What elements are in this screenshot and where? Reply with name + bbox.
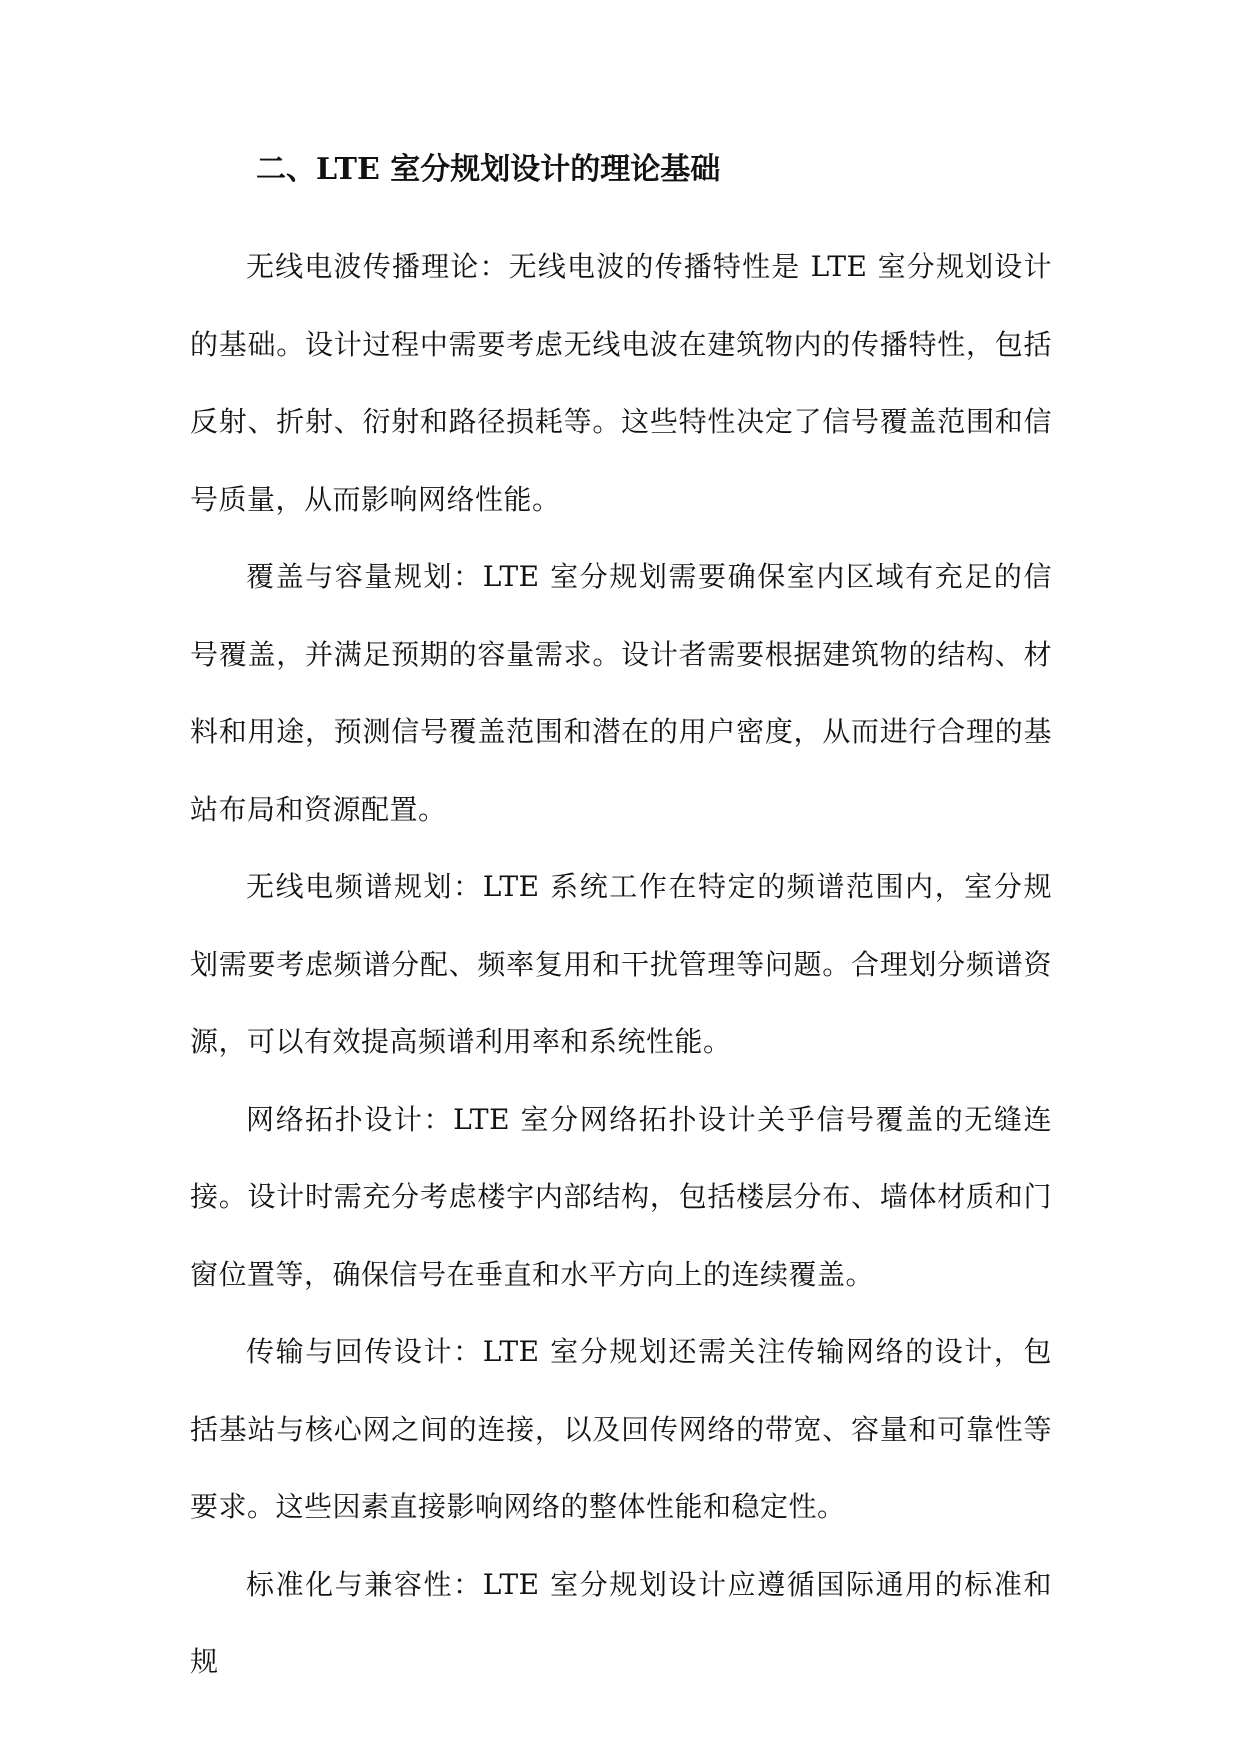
paragraph-standardization: 标准化与兼容性：LTE 室分规划设计应遵循国际通用的标准和规	[190, 1567, 1052, 1678]
paragraph-transmission-backhaul: 传输与回传设计：LTE 室分规划还需关注传输网络的设计，包括基站与核心网之间的连接，以及回传网络的带宽、容量和可靠性等要求。这些因素直接影响网络的整体性能和稳定性。	[190, 1335, 1052, 1523]
paragraph-coverage-capacity: 覆盖与容量规划：LTE 室分规划需要确保室内区域有充足的信号覆盖，并满足预期的容量需求。设计者需要根据建筑物的结构、材料和用途，预测信号覆盖范围和潜在的用户密度，从而进行合理的基站布局和资源配置。	[190, 560, 1052, 826]
paragraph-spectrum-planning: 无线电频谱规划：LTE 系统工作在特定的频谱范围内，室分规划需要考虑频谱分配、频率复用和干扰管理等问题。合理划分频谱资源，可以有效提高频谱利用率和系统性能。	[190, 870, 1052, 1058]
paragraph-radio-propagation: 无线电波传播理论：无线电波的传播特性是 LTE 室分规划设计的基础。设计过程中需要考虑无线电波在建筑物内的传播特性，包括反射、折射、衍射和路径损耗等。这些特性决定了信号覆盖范围和信号质量，从而影响网络性能。	[190, 250, 1052, 516]
body-text	[190, 228, 1052, 1701]
section-heading: 二、LTE 室分规划设计的理论基础	[256, 152, 721, 187]
paragraph-network-topology: 网络拓扑设计：LTE 室分网络拓扑设计关乎信号覆盖的无缝连接。设计时需充分考虑楼宇内部结构，包括楼层分布、墙体材质和门窗位置等，确保信号在垂直和水平方向上的连续覆盖。	[190, 1102, 1052, 1291]
